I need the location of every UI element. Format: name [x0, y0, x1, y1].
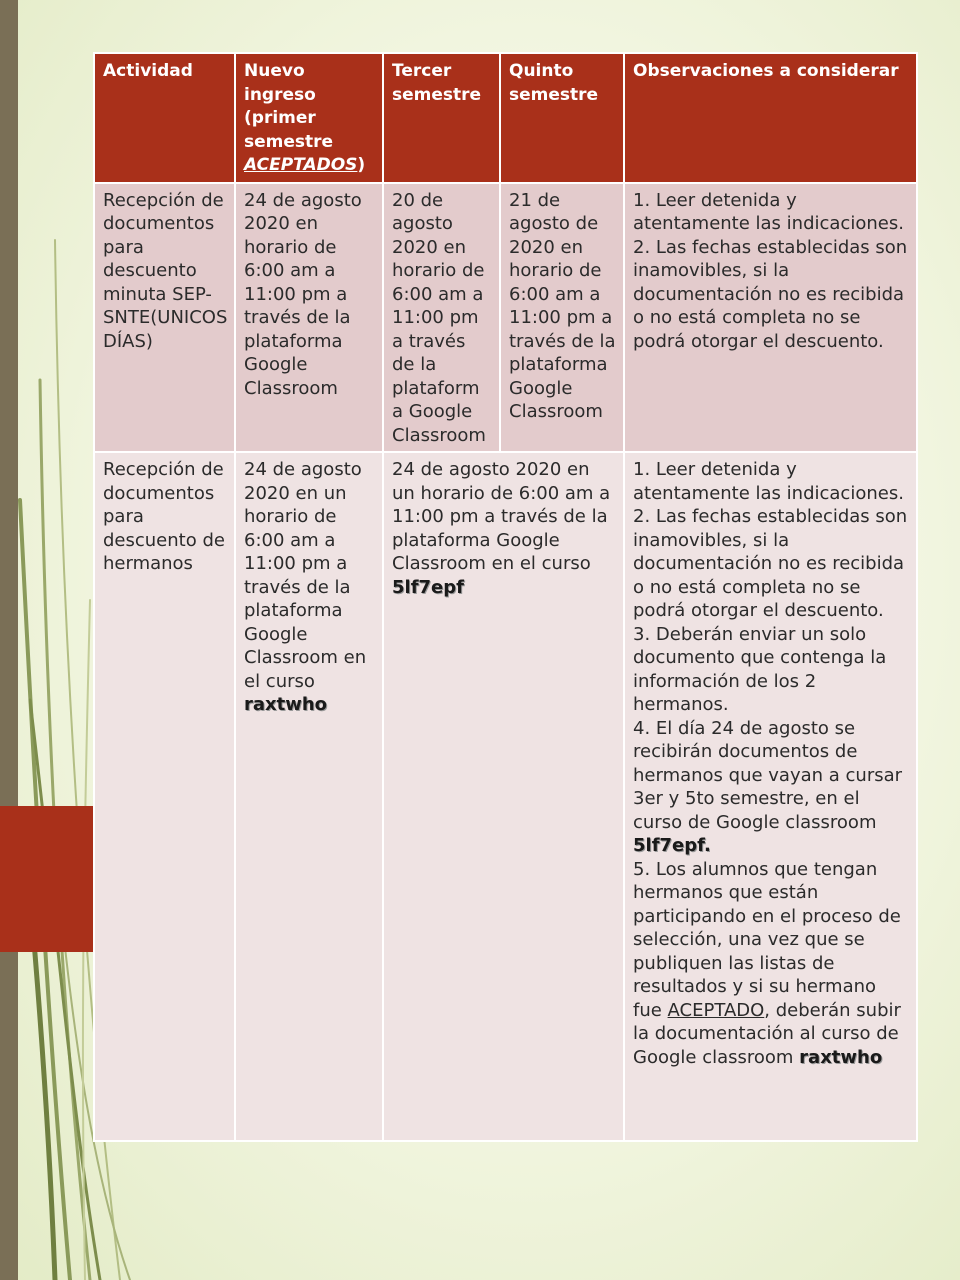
obs-item: 2. Las fechas establecidas son inamovibles, si la documentación no es recibida o no está completa no se podrá otorgar el descuento. [633, 236, 908, 352]
course-code: 5lf7epf. [633, 835, 711, 856]
cell-observaciones [624, 452, 917, 1141]
obs-text: 4. El día 24 de agosto se recibirán documentos de hermanos que vayan a cursar 3er y 5to semestre, en el curso de Google classroom [633, 717, 903, 833]
header-aceptados: ACEPTADOS [244, 155, 358, 175]
schedule-table [93, 52, 918, 1142]
header-quinto: Quinto semestre [500, 53, 624, 183]
obs-item: 2. Las fechas establecidas son inamovibles, si la documentación no es recibida o no está completa no se podrá otorgar el descuento. [633, 506, 908, 621]
obs-item [633, 858, 910, 1070]
cell-tercer-quinto [383, 452, 624, 1141]
table-row [94, 452, 917, 1141]
cell-text: 24 de agosto 2020 en un horario de 6:00 am a 11:00 pm a través de la plataforma Google Classroom en el curso [244, 459, 367, 692]
left-decor-red-block [0, 806, 93, 952]
header-nuevo-ingreso [235, 53, 383, 183]
table-row [94, 183, 917, 453]
cell-observaciones [624, 183, 917, 453]
cell-actividad: Recepción de documentos para descuento minuta SEP-SNTE(UNICOS DÍAS) [94, 183, 235, 453]
table-header-row [94, 53, 917, 183]
header-nuevo-ingreso-close: ) [357, 155, 366, 175]
course-code: raxtwho [244, 694, 328, 715]
obs-text: 5. Los alumnos que tengan hermanos que están participando en el proceso de selección, una vez que se publiquen las listas de resultados y si su hermano fue [633, 858, 901, 1021]
cell-nuevo-ingreso: 24 de agosto 2020 en horario de 6:00 am a 11:00 pm a través de la plataforma Google Classroom [235, 183, 383, 453]
obs-item [633, 717, 910, 858]
cell-nuevo-ingreso [235, 452, 383, 1141]
cell-actividad: Recepción de documentos para descuento de hermanos [94, 452, 235, 1141]
obs-aceptado: ACEPTADO [667, 999, 765, 1021]
cell-quinto: 21 de agosto de 2020 en horario de 6:00 am a 11:00 pm a través de la plataforma Google Classroom [500, 183, 624, 453]
obs-item: 1. Leer detenida y atentamente las indicaciones. [633, 189, 904, 234]
obs-text: , deberán subir la documentación al curso de Google classroom [633, 999, 901, 1068]
course-code: raxtwho [799, 1046, 883, 1068]
obs-item: 3. Deberán enviar un solo documento que contenga la información de los 2 hermanos. [633, 623, 887, 715]
obs-item: 1. Leer detenida y atentamente las indicaciones. [633, 459, 904, 504]
cell-tercer: 20 de agosto 2020 en horario de 6:00 am a 11:00 pm a través de la plataform a Google Classroom [383, 183, 500, 453]
header-nuevo-ingreso-text: Nuevo ingreso (primer semestre [244, 61, 334, 152]
course-code: 5lf7epf [392, 576, 464, 598]
header-tercer: Tercer semestre [383, 53, 500, 183]
header-actividad: Actividad [94, 53, 235, 183]
cell-text: 24 de agosto 2020 en un horario de 6:00 am a 11:00 pm a través de la plataforma Google Classroom en el curso [392, 459, 611, 574]
header-observaciones: Observaciones a considerar [624, 53, 917, 183]
